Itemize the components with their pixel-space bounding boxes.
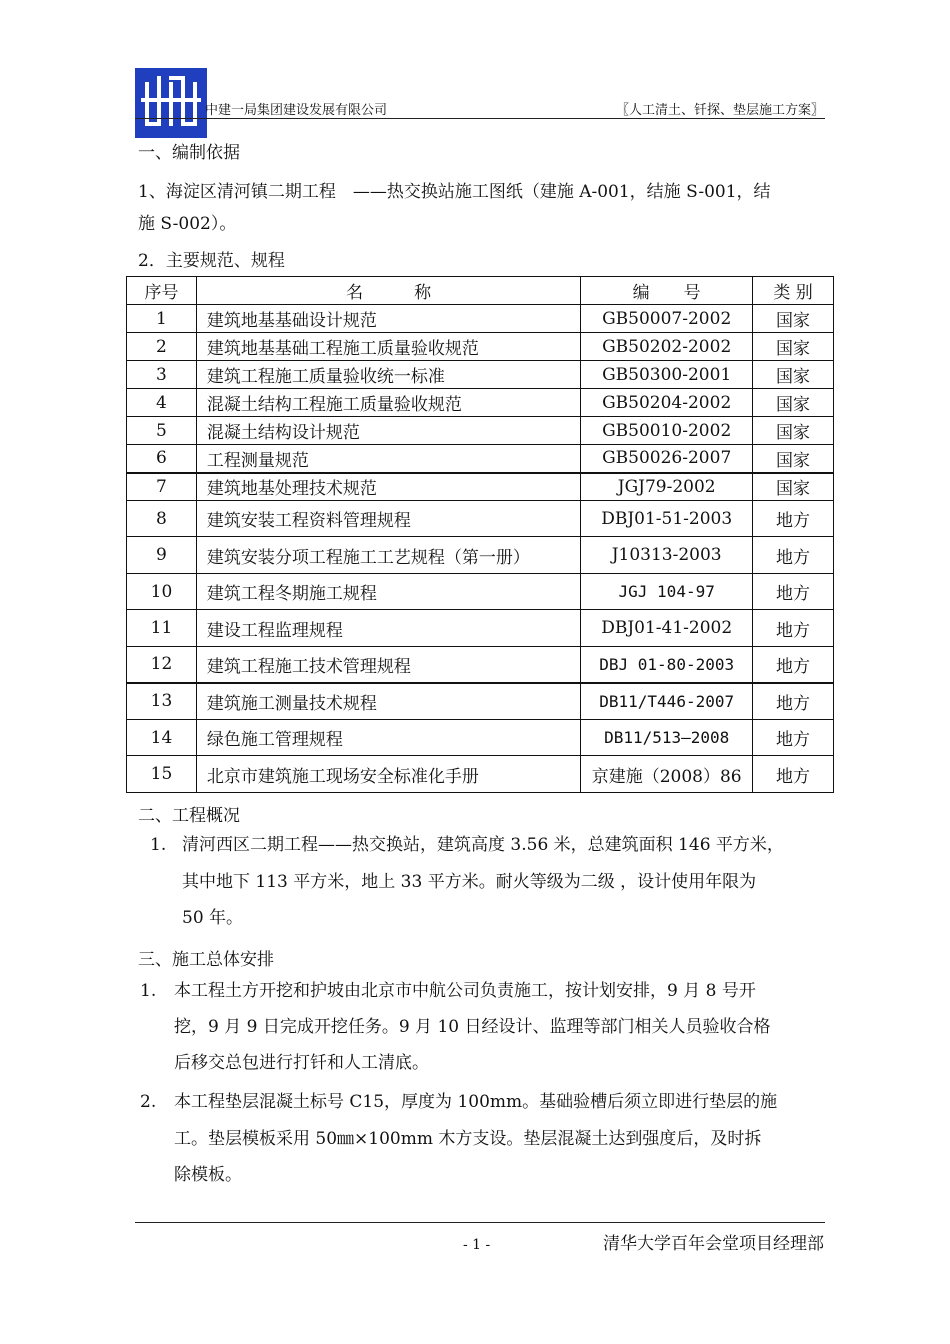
cell-code: DB11/T446-2007 <box>581 683 753 720</box>
cell-index: 15 <box>127 756 197 793</box>
col-header-category: 类 别 <box>753 277 834 305</box>
cell-category: 国家 <box>753 473 834 501</box>
table-row <box>127 417 834 445</box>
table-row <box>127 574 834 610</box>
cell-name: 混凝土结构设计规范 <box>196 417 580 445</box>
cell-name: 建筑安装工程资料管理规程 <box>196 501 580 537</box>
section-3-p1-line1: 本工程土方开挖和护坡由北京市中航公司负责施工，按计划安排，9 月 8 号开 <box>174 981 756 1001</box>
cell-name: 建筑施工测量技术规程 <box>196 683 580 720</box>
table-row <box>127 445 834 473</box>
cell-category: 地方 <box>753 501 834 537</box>
cell-index: 8 <box>127 501 197 537</box>
section-1-item1-line2: 施 S-002）。 <box>138 214 237 234</box>
cell-name: 混凝土结构工程施工质量验收规范 <box>196 389 580 417</box>
section-3-p1-line2: 挖，9 月 9 日完成开挖任务。9 月 10 日经设计、监理等部门相关人员验收合格 <box>174 1017 771 1037</box>
cell-code: 京建施（2008）86 <box>581 756 753 793</box>
cell-category: 国家 <box>753 389 834 417</box>
cell-category: 国家 <box>753 333 834 361</box>
cell-category: 地方 <box>753 683 834 720</box>
section-3-p1-number: 1. <box>140 981 157 1001</box>
section-2-line1: 清河西区二期工程——热交换站，建筑高度 3.56 米，总建筑面积 146 平方米， <box>182 835 784 855</box>
section-1-item1-line1: 1、海淀区清河镇二期工程 ——热交换站施工图纸（建施 A-001，结施 S-001，结 <box>138 182 771 202</box>
cell-name: 建筑工程冬期施工规程 <box>196 574 580 610</box>
cell-code: DB11/513—2008 <box>581 720 753 756</box>
cell-category: 地方 <box>753 574 834 610</box>
cell-name: 建筑工程施工质量验收统一标准 <box>196 361 580 389</box>
header-doc-title: 〖人工清土、钎探、垫层施工方案〗 <box>615 103 824 118</box>
cell-category: 国家 <box>753 417 834 445</box>
cell-index: 5 <box>127 417 197 445</box>
cell-code: DBJ 01-80-2003 <box>581 647 753 683</box>
cell-index: 2 <box>127 333 197 361</box>
standards-table <box>126 276 834 793</box>
cell-code: GB50204-2002 <box>581 389 753 417</box>
cell-code: JGJ79-2002 <box>581 473 753 501</box>
section-2-line2: 其中地下 113 平方米，地上 33 平方米。耐火等级为二级 ，设计使用年限为 <box>182 872 757 892</box>
section-3-title: 三、施工总体安排 <box>138 950 274 970</box>
cell-index: 9 <box>127 537 197 574</box>
cell-category: 地方 <box>753 647 834 683</box>
header-rule <box>135 118 825 119</box>
table-row <box>127 361 834 389</box>
cell-index: 10 <box>127 574 197 610</box>
cell-category: 地方 <box>753 610 834 647</box>
table-row <box>127 756 834 793</box>
col-header-code: 编 号 <box>581 277 753 305</box>
cell-code: J10313-2003 <box>581 537 753 574</box>
cell-index: 14 <box>127 720 197 756</box>
cell-name: 绿色施工管理规程 <box>196 720 580 756</box>
cell-category: 地方 <box>753 720 834 756</box>
table-row <box>127 473 834 501</box>
section-3-p1-line3: 后移交总包进行打钎和人工清底。 <box>174 1053 429 1073</box>
cell-code: GB50300-2001 <box>581 361 753 389</box>
cell-category: 地方 <box>753 756 834 793</box>
cell-code: GB50202-2002 <box>581 333 753 361</box>
section-3-p2-line2: 工。垫层模板采用 50㎜×100mm 木方支设。垫层混凝土达到强度后，及时拆 <box>174 1129 762 1149</box>
cell-category: 国家 <box>753 361 834 389</box>
section-3-p2-line3: 除模板。 <box>174 1165 242 1185</box>
cell-name: 建筑安装分项工程施工工艺规程（第一册） <box>196 537 580 574</box>
table-row <box>127 610 834 647</box>
col-header-name: 名 称 <box>196 277 580 305</box>
cell-category: 国家 <box>753 305 834 333</box>
col-header-index: 序号 <box>127 277 197 305</box>
table-row <box>127 647 834 683</box>
section-2-line3: 50 年。 <box>182 908 244 928</box>
table-row <box>127 720 834 756</box>
cell-name: 建筑地基处理技术规范 <box>196 473 580 501</box>
cell-name: 建筑地基基础工程施工质量验收规范 <box>196 333 580 361</box>
cell-index: 11 <box>127 610 197 647</box>
company-logo <box>135 68 207 138</box>
footer-department: 清华大学百年会堂项目经理部 <box>603 1234 824 1254</box>
cell-category: 地方 <box>753 537 834 574</box>
section-2-item-number: 1. <box>150 835 167 855</box>
cell-category: 国家 <box>753 445 834 473</box>
cell-name: 北京市建筑施工现场安全标准化手册 <box>196 756 580 793</box>
cell-name: 建筑工程施工技术管理规程 <box>196 647 580 683</box>
cell-index: 13 <box>127 683 197 720</box>
cell-code: JGJ 104-97 <box>581 574 753 610</box>
cell-index: 6 <box>127 445 197 473</box>
page-number: - 1 - <box>463 1237 491 1253</box>
section-1-title: 一、编制依据 <box>138 143 240 163</box>
table-row <box>127 389 834 417</box>
footer-rule <box>135 1222 825 1223</box>
section-1-item2: 2．主要规范、规程 <box>138 251 285 271</box>
table-row <box>127 305 834 333</box>
cell-name: 建筑地基基础设计规范 <box>196 305 580 333</box>
table-row <box>127 501 834 537</box>
table-row <box>127 537 834 574</box>
table-row <box>127 683 834 720</box>
cell-code: GB50026-2007 <box>581 445 753 473</box>
cell-index: 12 <box>127 647 197 683</box>
cell-code: DBJ01-41-2002 <box>581 610 753 647</box>
cell-index: 4 <box>127 389 197 417</box>
section-2-title: 二、工程概况 <box>138 806 240 826</box>
cell-index: 3 <box>127 361 197 389</box>
cell-code: GB50010-2002 <box>581 417 753 445</box>
cell-index: 1 <box>127 305 197 333</box>
cell-index: 7 <box>127 473 197 501</box>
section-3-p2-number: 2. <box>140 1092 157 1112</box>
cell-code: GB50007-2002 <box>581 305 753 333</box>
table-row <box>127 333 834 361</box>
table-header-row <box>127 277 834 305</box>
cell-name: 建设工程监理规程 <box>196 610 580 647</box>
header-company: 中建一局集团建设发展有限公司 <box>205 103 388 118</box>
section-3-p2-line1: 本工程垫层混凝土标号 C15，厚度为 100mm。基础验槽后须立即进行垫层的施 <box>174 1092 778 1112</box>
cell-code: DBJ01-51-2003 <box>581 501 753 537</box>
cell-name: 工程测量规范 <box>196 445 580 473</box>
